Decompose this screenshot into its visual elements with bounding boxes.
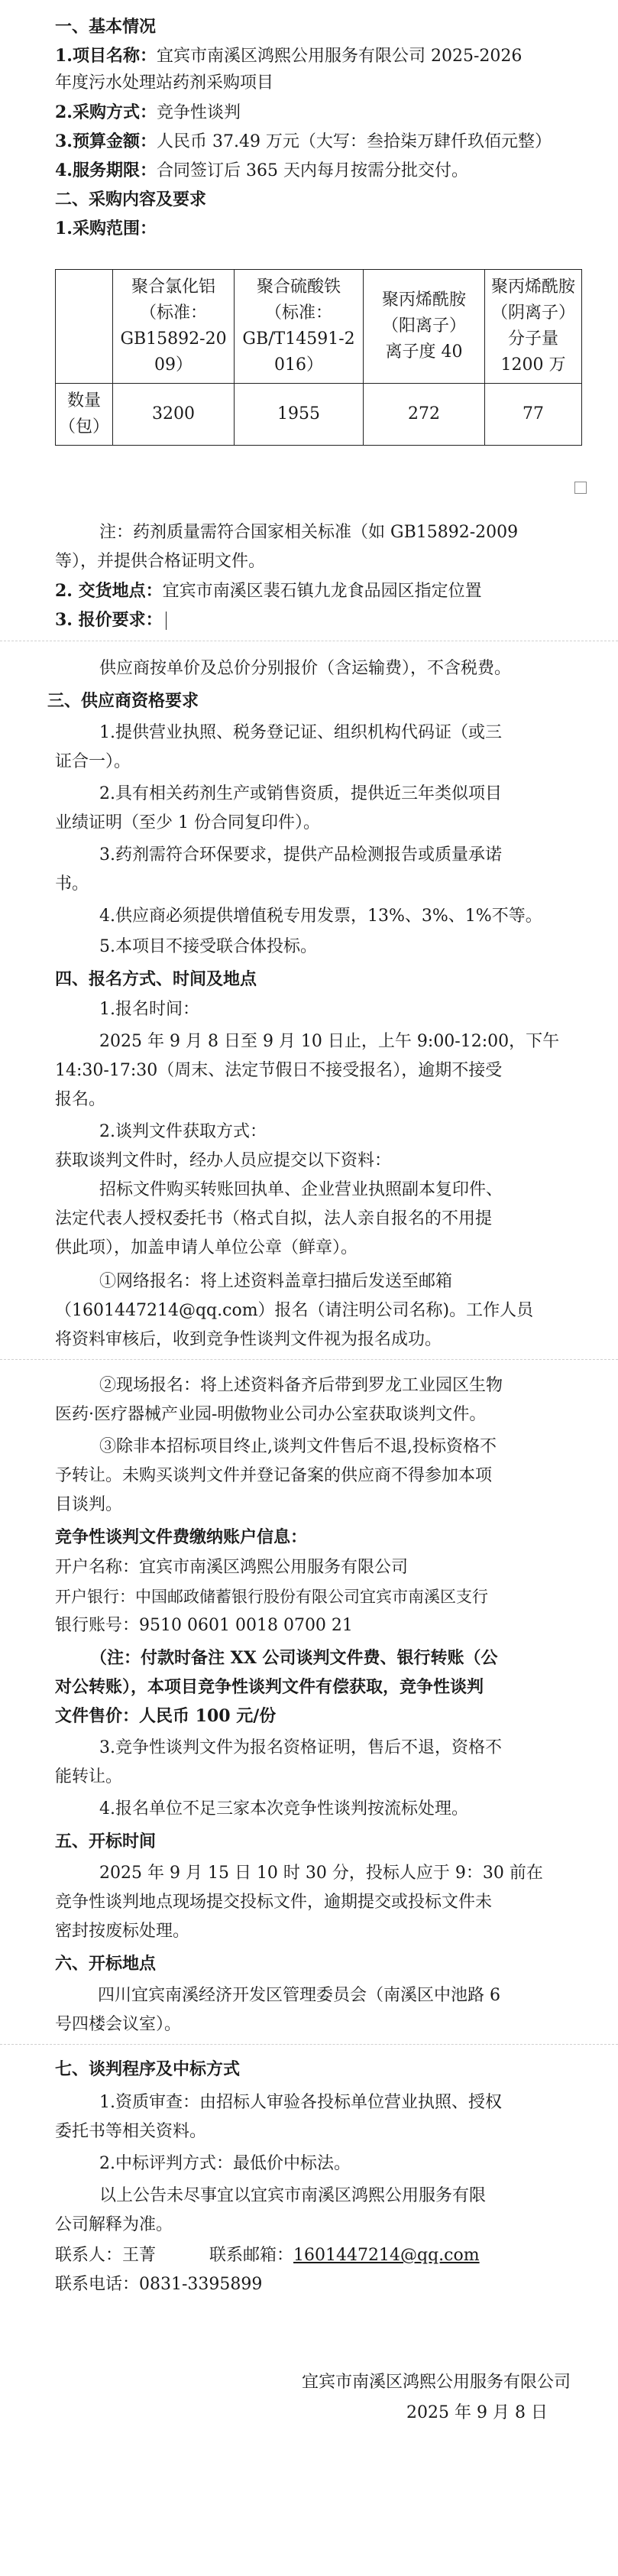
payment-note-1: （注：付款时备注 XX 公司谈判文件费、银行转账（公	[90, 1648, 498, 1668]
table-resize-handle[interactable]	[574, 482, 587, 494]
value-pam-cationic: 272	[364, 384, 485, 446]
note-line-1: 注：药剂质量需符合国家相关标准（如 GB15892-2009	[99, 523, 519, 542]
payment-note-2: 对公转账），本项目竞争性谈判文件有偿获取，竞争性谈判	[55, 1677, 484, 1697]
quote-text: 供应商按单价及总价分别报价（含运输费），不含税费。	[99, 659, 512, 678]
quote-line	[55, 607, 587, 634]
table-corner-cell	[56, 270, 113, 384]
email-label: 联系邮箱：	[209, 2246, 294, 2265]
section-title-opening-time: 五、开标时间	[55, 1831, 157, 1851]
reg-item3-2: 能转让。	[55, 1767, 123, 1786]
period-line	[55, 157, 587, 184]
header-line: 聚合硫酸铁	[257, 277, 341, 297]
header-line: 离子度 40	[385, 342, 463, 362]
project-name-line	[55, 43, 587, 70]
header-line: GB15892-20	[120, 329, 227, 349]
doc-line-3: 法定代表人授权委托书（格式自拟，法人亲自报名的不用提	[55, 1209, 493, 1228]
contact-name: 王菁	[122, 2246, 157, 2265]
opening-place-2: 号四楼会议室）。	[55, 2015, 182, 2034]
header-line: GB/T14591-2	[242, 329, 355, 349]
header-line: 聚合氯化铝	[131, 277, 216, 297]
header-line: 分子量 1200 万	[500, 329, 566, 375]
header-line: 聚丙烯酰胺	[382, 290, 467, 310]
header-line: （阳离子）	[382, 316, 467, 336]
reg-time-label: 1.报名时间：	[99, 1000, 199, 1019]
page-break	[0, 2044, 618, 2045]
header-line: 09）	[154, 355, 193, 375]
qual-item-2: 2.具有相关药剂生产或销售资质，提供近三年类似项目	[99, 784, 502, 803]
opening-time-3: 密封按废标处理。	[55, 1922, 190, 1941]
header-line: （标准：	[140, 303, 208, 323]
email-link[interactable]: 1601447214@qq.com	[293, 2246, 480, 2265]
account-number: 银行账号：9510 0601 0018 0700 21	[55, 1616, 353, 1635]
page-break	[0, 1359, 618, 1360]
extra-line-2: 予转让。未购买谈判文件并登记备案的供应商不得参加本项	[55, 1466, 493, 1485]
qual-item-3-cont: 书。	[55, 874, 89, 894]
doc-line-1: 获取谈判文件时，经办人员应提交以下资料：	[55, 1151, 392, 1170]
row-label-line: 数量	[67, 391, 102, 410]
bank-name: 开户银行：中国邮政储蓄银行股份有限公司宜宾市南溪区支行	[55, 1588, 488, 1606]
section-title-procedure: 七、谈判程序及中标方式	[55, 2059, 241, 2079]
contact-line	[55, 2243, 587, 2269]
onsite-line-2: 医药·医疗器械产业园-明傲物业公司办公室获取谈判文件。	[55, 1405, 487, 1424]
table-header-row	[56, 270, 582, 384]
account-title: 竞争性谈判文件费缴纳账户信息：	[55, 1527, 308, 1547]
qual-item-1: 1.提供营业执照、税务登记证、组织机构代码证（或三	[99, 723, 502, 742]
procedure-item2: 2.中标评判方式：最低价中标法。	[99, 2154, 351, 2173]
quote-label: 3. 报价要求：	[55, 610, 163, 630]
online-line-3: 将资料审核后，收到竞争性谈判文件视为报名成功。	[55, 1330, 442, 1349]
opening-time-2: 竞争性谈判地点现场提交投标文件，逾期提交或投标文件未	[55, 1893, 493, 1912]
budget-line	[55, 128, 587, 155]
table-header-pfs	[235, 270, 364, 384]
online-line-1: ①网络报名：将上述资料盖章扫描后发送至邮箱	[99, 1272, 453, 1291]
project-name-label: 1.项目名称：	[55, 46, 157, 66]
footer-date: 2025 年 9 月 8 日	[406, 2403, 548, 2422]
delivery-label: 2. 交货地点：	[55, 581, 163, 601]
final-note-2: 公司解释为准。	[55, 2215, 173, 2234]
method-value: 竞争性谈判	[156, 103, 241, 122]
procedure-item1-1: 1.资质审查：由招标人审验各投标单位营业执照、授权	[99, 2093, 502, 2112]
note-line-2: 等），并提供合格证明文件。	[55, 552, 266, 571]
procurement-table	[55, 269, 582, 446]
qual-item-4: 4.供应商必须提供增值税专用发票，13%、3%、1%不等。	[99, 907, 542, 926]
reg-time-3: 报名。	[55, 1090, 106, 1109]
qual-item-1-cont: 证合一）。	[55, 752, 131, 771]
footer-company: 宜宾市南溪区鸿熙公用服务有限公司	[301, 2373, 571, 2392]
period-label: 4.服务期限：	[55, 161, 157, 180]
value-pam-anionic: 77	[485, 384, 582, 446]
period-value: 合同签订后 365 天内每月按需分批交付。	[156, 161, 468, 180]
project-name-cont: 年度污水处理站药剂采购项目	[55, 73, 274, 92]
online-line-2: （1601447214@qq.com）报名（请注明公司名称)。工作人员	[55, 1301, 534, 1320]
reg-time-1: 2025 年 9 月 8 日至 9 月 10 日止，上午 9:00-12:00，下午	[99, 1032, 560, 1051]
opening-time-1: 2025 年 9 月 15 日 10 时 30 分，投标人应于 9：30 前在	[99, 1864, 543, 1883]
delivery-line	[55, 578, 587, 605]
account-name: 开户名称：宜宾市南溪区鸿熙公用服务有限公司	[55, 1558, 409, 1577]
section-title-registration: 四、报名方式、时间及地点	[55, 969, 257, 989]
scope-label: 1.采购范围：	[55, 219, 157, 238]
doc-method-label: 2.谈判文件获取方式：	[99, 1122, 267, 1141]
extra-line-1: ③除非本招标项目终止,谈判文件售后不退,投标资格不	[99, 1437, 497, 1456]
delivery-value: 宜宾市南溪区裴石镇九龙食品园区指定位置	[162, 582, 482, 601]
value-pac: 3200	[113, 384, 235, 446]
row-label-line: （包）	[59, 417, 110, 436]
reg-time-2: 14:30-17:30（周末、法定节假日不接受报名），逾期不接受	[55, 1061, 503, 1080]
section-title-opening-place: 六、开标地点	[55, 1954, 157, 1974]
budget-label: 3.预算金额：	[55, 131, 157, 151]
header-line: （标准：	[265, 303, 333, 323]
reg-item3-1: 3.竞争性谈判文件为报名资格证明，售后不退，资格不	[99, 1738, 502, 1757]
phone-line: 联系电话：0831-3395899	[55, 2275, 263, 2294]
table-row	[56, 384, 582, 446]
table-header-pam-cationic	[364, 270, 485, 384]
text-cursor	[166, 612, 167, 630]
final-note-1: 以上公告未尽事宜以宜宾市南溪区鸿熙公用服务有限	[99, 2186, 487, 2205]
header-line: 016）	[274, 355, 324, 375]
method-label: 2.采购方式：	[55, 102, 157, 122]
header-line: （阴离子）	[491, 303, 576, 323]
doc-line-2: 招标文件购买转账回执单、企业营业执照副本复印件、	[99, 1180, 503, 1199]
doc-line-4: 供此项），加盖申请人单位公章（鲜章）。	[55, 1238, 358, 1257]
reg-item4: 4.报名单位不足三家本次竞争性谈判按流标处理。	[99, 1799, 468, 1818]
table-header-pac	[113, 270, 235, 384]
extra-line-3: 目谈判。	[55, 1495, 123, 1514]
budget-value: 人民币 37.49 万元（大写：叁拾柒万肆仟玖佰元整）	[156, 132, 552, 151]
qual-item-3: 3.药剂需符合环保要求，提供产品检测报告或质量承诺	[99, 845, 502, 865]
row-label-cell	[56, 384, 113, 446]
table-header-pam-anionic	[485, 270, 582, 384]
qual-item-5: 5.本项目不接受联合体投标。	[99, 937, 317, 956]
project-name-value: 宜宾市南溪区鸿熙公用服务有限公司 2025-2026	[156, 47, 523, 66]
section-title-procurement: 二、采购内容及要求	[55, 190, 207, 209]
value-pfs: 1955	[235, 384, 364, 446]
section-title-basic: 一、基本情况	[55, 17, 157, 37]
header-line: 聚丙烯酰胺	[491, 277, 576, 297]
procedure-item1-2: 委托书等相关资料。	[55, 2122, 207, 2141]
section-title-qualification: 三、供应商资格要求	[47, 691, 199, 711]
qual-item-2-cont: 业绩证明（至少 1 份合同复印件）。	[55, 813, 320, 832]
opening-place-1: 四川宜宾南溪经济开发区管理委员会（南溪区中池路 6	[98, 1986, 500, 2005]
payment-note-3: 文件售价：人民币 100 元/份	[55, 1706, 277, 1726]
method-line	[55, 99, 587, 126]
contact-label: 联系人：	[55, 2246, 123, 2265]
onsite-line-1: ②现场报名：将上述资料备齐后带到罗龙工业园区生物	[99, 1376, 503, 1395]
